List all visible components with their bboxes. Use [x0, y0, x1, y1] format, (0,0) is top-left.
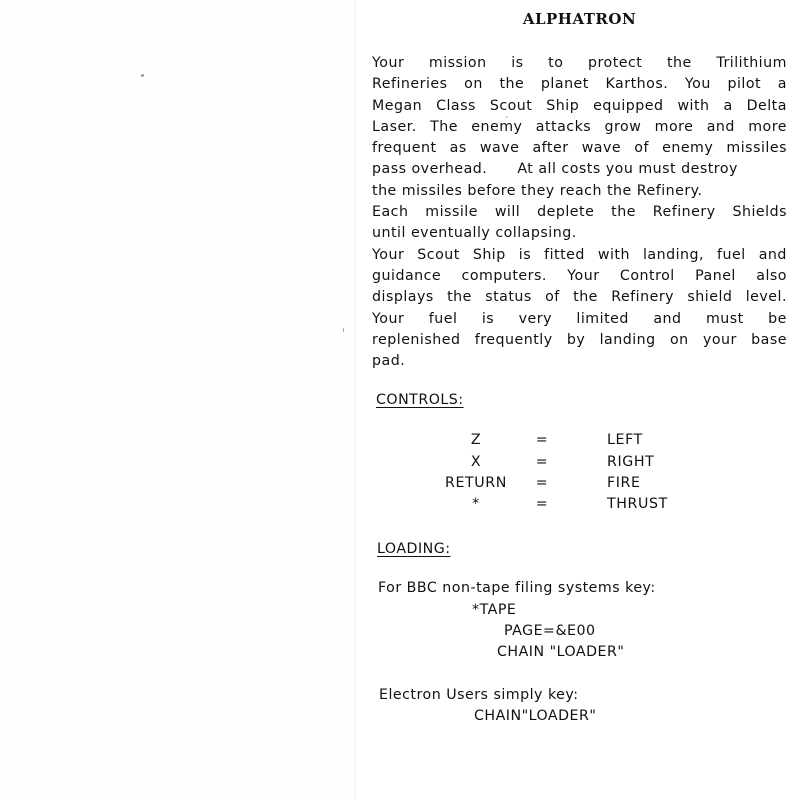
- description-word: and: [706, 118, 735, 135]
- description-word: The: [430, 118, 458, 135]
- description-word: more: [748, 118, 787, 135]
- control-key: Z: [470, 432, 482, 448]
- control-key: X: [470, 454, 482, 470]
- description-word: also: [756, 267, 787, 284]
- description-line: [372, 53, 787, 74]
- description-word: enemy: [662, 140, 714, 157]
- description-word: Refineries: [372, 76, 448, 93]
- control-action: RIGHT: [607, 454, 655, 470]
- description-word: will: [494, 204, 521, 221]
- description-word: the: [666, 55, 692, 71]
- description-word: and: [758, 246, 787, 263]
- description-word: Your: [372, 246, 405, 263]
- loading-heading: LOADING:: [377, 541, 451, 557]
- description-line: [372, 245, 787, 266]
- description-word: Shields: [732, 204, 787, 221]
- description-word: is: [481, 310, 495, 327]
- electron-loading-intro: Electron Users simply key:: [379, 687, 579, 703]
- description-word: Trilithium: [716, 55, 787, 71]
- description-word: level.: [745, 289, 787, 306]
- description-word: You: [684, 76, 711, 93]
- description-word: Your: [372, 310, 405, 327]
- description-word: Scout: [489, 97, 533, 114]
- description-word: missiles: [726, 140, 787, 157]
- control-separator: =: [535, 475, 549, 491]
- description-word: wave: [479, 140, 520, 157]
- description-word: of: [545, 289, 560, 306]
- description-word: Control: [619, 267, 675, 284]
- description-line: [372, 309, 787, 330]
- description-word: landing,: [642, 246, 705, 263]
- description-word: Your: [372, 55, 405, 71]
- description-word: Ship: [472, 246, 506, 263]
- description-word: be: [768, 310, 787, 327]
- description-word: to: [548, 55, 564, 71]
- description-word: is: [518, 246, 532, 263]
- description-line: [372, 159, 787, 180]
- description-word: the: [611, 204, 636, 221]
- description-word: fuel: [717, 246, 746, 263]
- description-word: fitted: [544, 246, 585, 263]
- description-word: and: [653, 310, 682, 327]
- description-word: Karthos.: [605, 76, 669, 93]
- description-word: a: [723, 97, 733, 114]
- description-word: shield: [687, 289, 733, 306]
- description-line: [372, 330, 787, 351]
- description-word: more: [654, 118, 694, 135]
- description-line: [372, 117, 787, 138]
- control-action: THRUST: [607, 496, 668, 512]
- control-separator: =: [535, 432, 549, 448]
- description-fragment: pass overhead.: [372, 161, 488, 178]
- bbc-loading-intro: For BBC non-tape filing systems key:: [378, 580, 656, 596]
- description-word: a: [777, 76, 787, 93]
- control-separator: =: [535, 496, 549, 512]
- description-word: Delta: [746, 97, 787, 114]
- description-word: landing: [599, 331, 656, 348]
- description-word: frequent: [372, 140, 437, 157]
- description-word: the: [447, 289, 472, 306]
- description-word: base: [751, 331, 787, 348]
- control-key: *: [472, 496, 480, 512]
- description-line: [372, 202, 787, 223]
- description-word: with: [677, 97, 710, 114]
- electron-command: CHAIN"LOADER": [474, 708, 597, 724]
- description-line: the missiles before they reach the Refinery.: [372, 182, 703, 199]
- description-word: attacks: [535, 118, 592, 135]
- description-word: frequently: [474, 331, 553, 348]
- description-word: Refinery: [652, 204, 716, 221]
- paper-speck: [343, 328, 344, 332]
- description-word: Laser.: [372, 118, 417, 135]
- description-word: fuel: [428, 310, 458, 327]
- control-action: FIRE: [607, 475, 641, 491]
- description-word: computers.: [461, 267, 547, 284]
- blank-left-page: [0, 0, 355, 800]
- description-word: missile: [425, 204, 478, 221]
- description-word: the: [573, 289, 598, 306]
- description-word: your: [702, 331, 737, 348]
- description-word: Megan: [372, 97, 423, 114]
- bbc-command: CHAIN "LOADER": [497, 644, 625, 660]
- description-word: pilot: [727, 76, 762, 93]
- description-word: the: [499, 76, 525, 93]
- description-word: deplete: [537, 204, 595, 221]
- description-fragment: At all costs you must destroy: [517, 161, 738, 178]
- description-line: [372, 287, 787, 308]
- description-word: must: [705, 310, 744, 327]
- description-word: status: [485, 289, 532, 306]
- description-line: [372, 266, 787, 287]
- description-word: of: [634, 140, 649, 157]
- page-fold: [355, 0, 356, 800]
- description-line: [372, 96, 787, 117]
- mission-description: [372, 53, 787, 372]
- description-word: very: [518, 310, 552, 327]
- paper-speck: [141, 74, 144, 77]
- description-word: enemy: [471, 118, 523, 135]
- control-key: RETURN: [445, 475, 507, 491]
- bbc-command: PAGE=&E00: [504, 623, 596, 639]
- description-word: after: [532, 140, 569, 157]
- description-line: [372, 74, 787, 95]
- description-word: Class: [436, 97, 476, 114]
- description-word: replenished: [372, 331, 461, 348]
- description-word: Panel: [695, 267, 736, 284]
- description-line: pad.: [372, 353, 406, 370]
- description-word: Scout: [417, 246, 460, 263]
- description-word: on: [669, 331, 689, 348]
- description-word: Your: [567, 267, 600, 284]
- description-word: Refinery: [611, 289, 675, 306]
- description-word: displays: [372, 289, 434, 306]
- description-word: grow: [604, 118, 642, 135]
- description-word: as: [449, 140, 467, 157]
- bbc-command: *TAPE: [472, 602, 517, 618]
- description-word: planet: [540, 76, 589, 93]
- description-word: limited: [576, 310, 629, 327]
- description-word: mission: [428, 55, 487, 71]
- description-word: by: [566, 331, 586, 348]
- description-word: Ship: [546, 97, 580, 114]
- description-line: until eventually collapsing.: [372, 225, 577, 242]
- description-word: wave: [581, 140, 622, 157]
- description-word: on: [464, 76, 483, 93]
- description-line: [372, 138, 787, 159]
- control-separator: =: [535, 454, 549, 470]
- description-word: guidance: [372, 267, 442, 284]
- description-word: protect: [588, 55, 643, 71]
- description-word: equipped: [593, 97, 664, 114]
- description-word: Each: [372, 204, 409, 221]
- description-word: is: [511, 55, 524, 71]
- description-word: with: [597, 246, 630, 263]
- control-action: LEFT: [607, 432, 643, 448]
- controls-heading: CONTROLS:: [376, 392, 464, 408]
- game-title: ALPHATRON: [522, 10, 637, 28]
